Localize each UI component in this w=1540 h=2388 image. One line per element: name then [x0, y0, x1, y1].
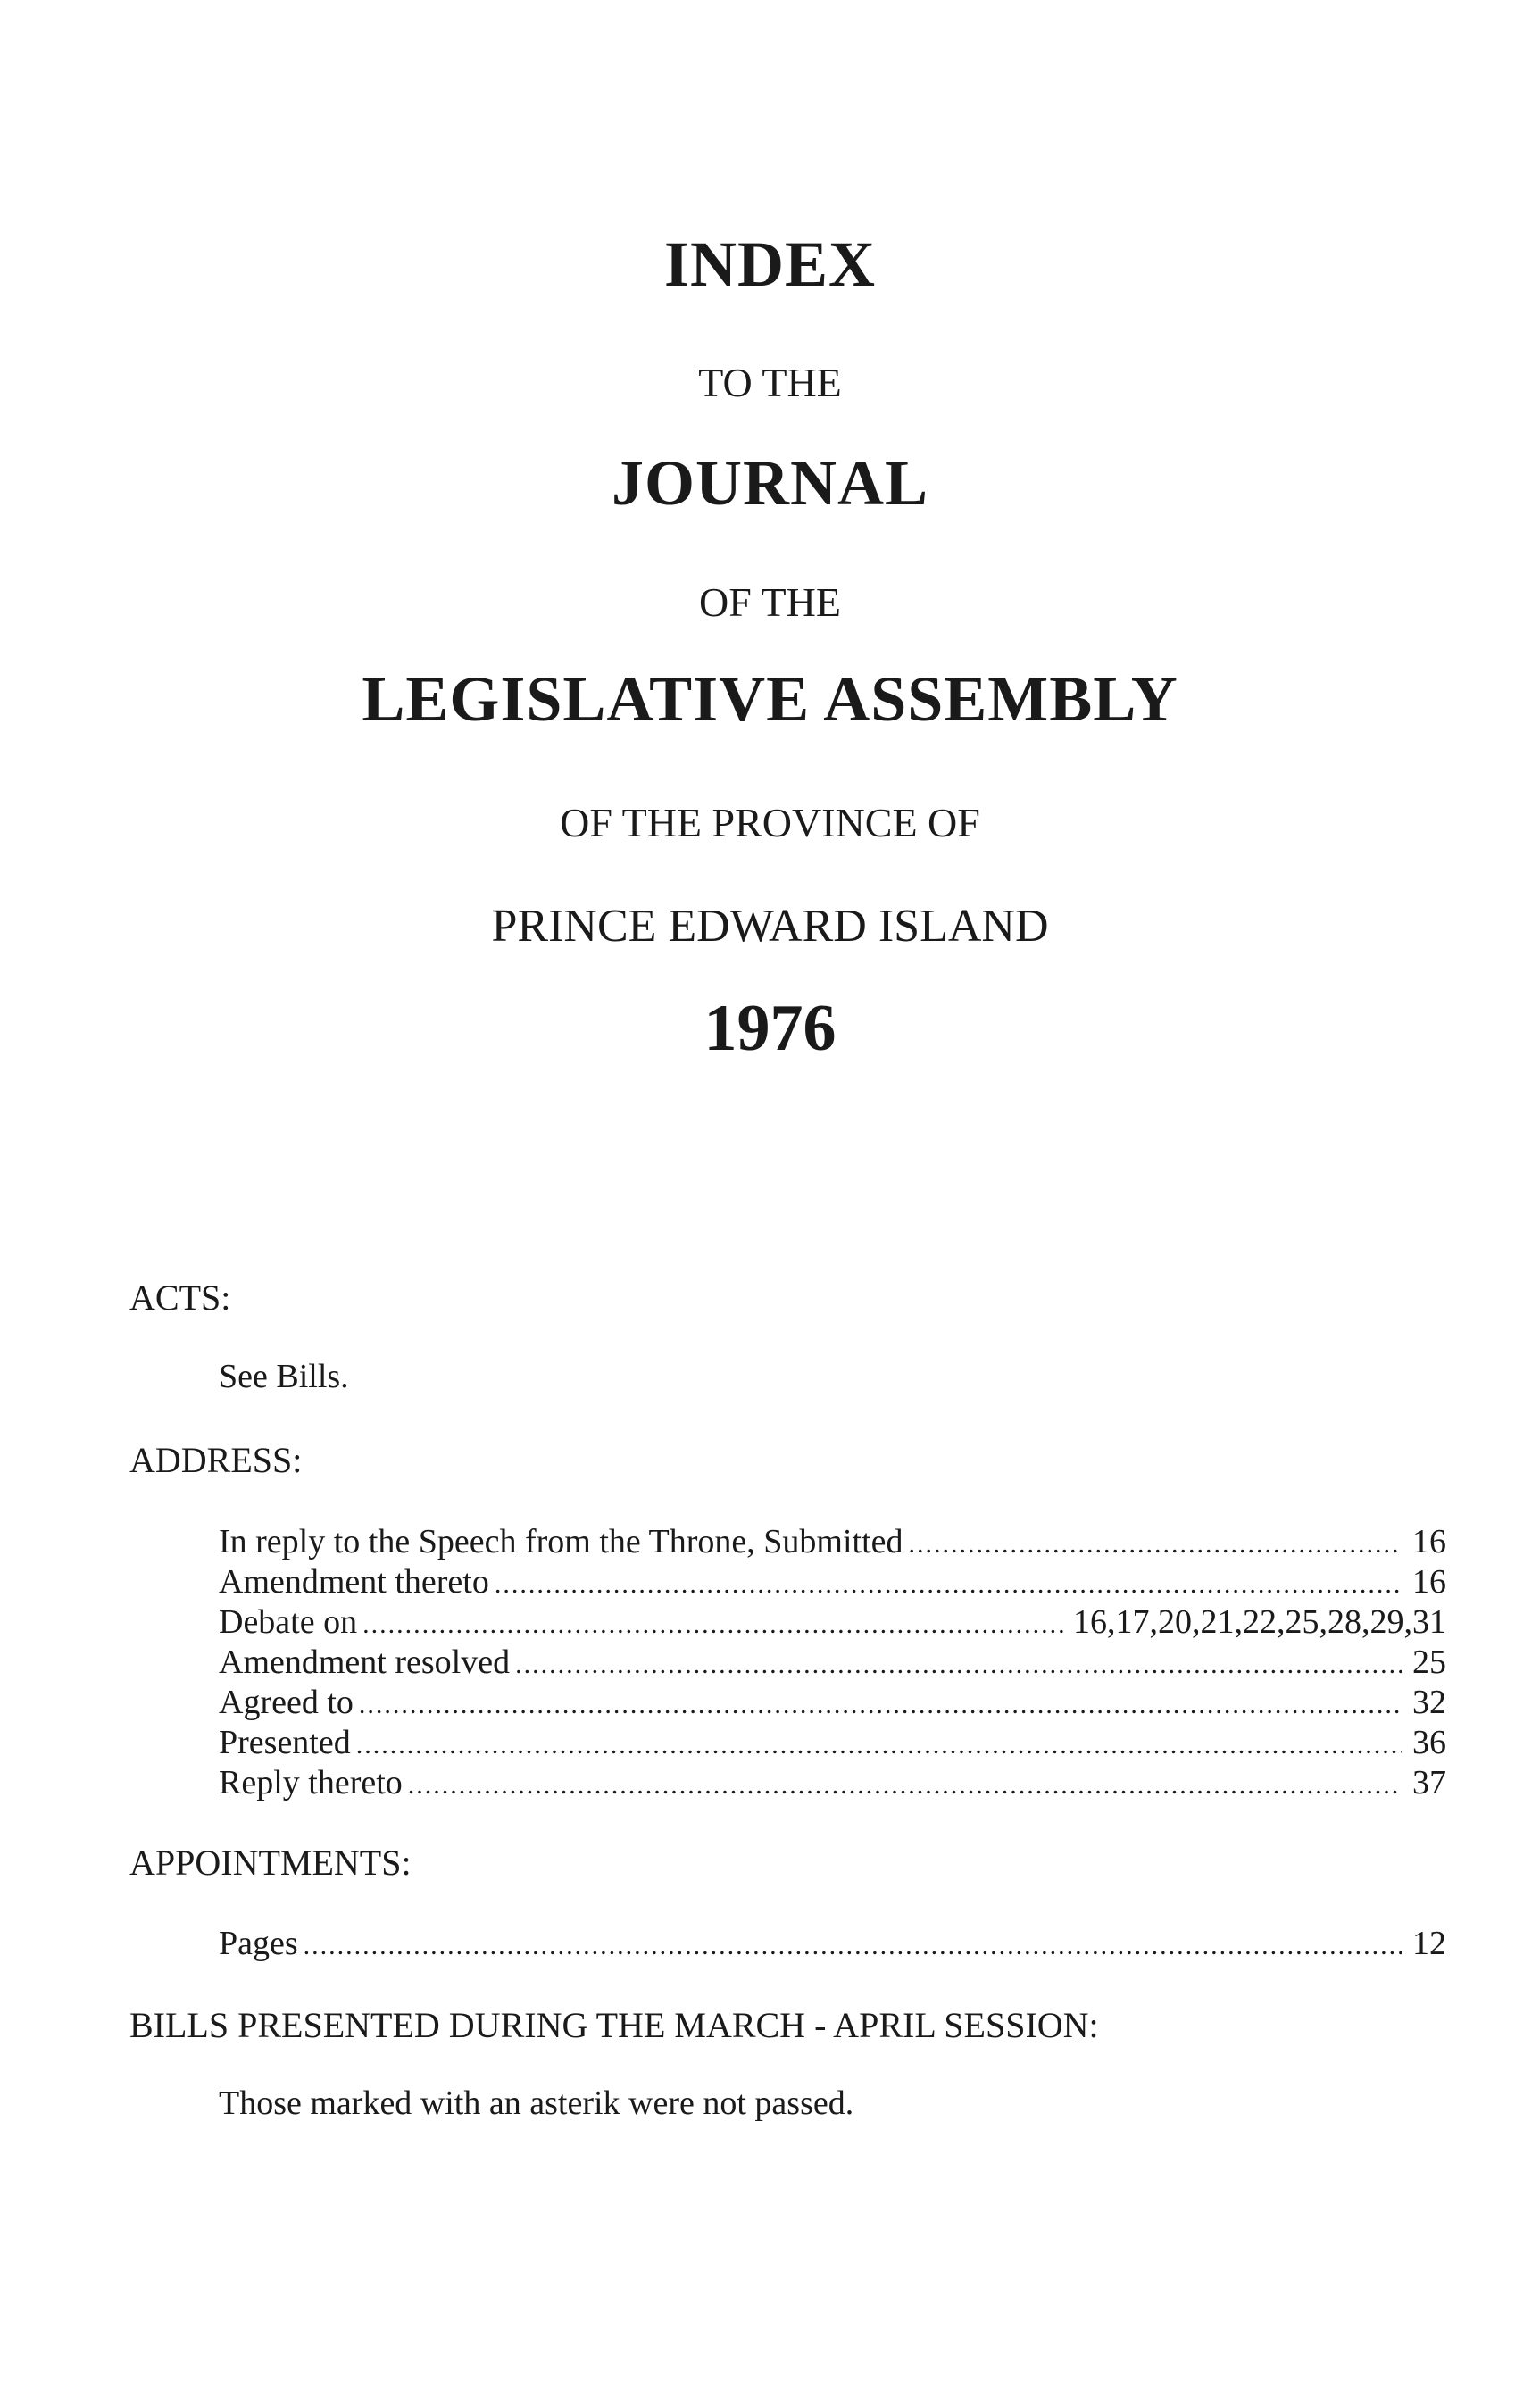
- dot-leader: [362, 1610, 1064, 1640]
- title-year: 1976: [703, 992, 837, 1065]
- index-entry: [219, 1723, 1446, 1763]
- dot-leader: [408, 1770, 1402, 1801]
- entry-pages: 16: [1412, 1523, 1446, 1560]
- title-of-the-province-of: OF THE PROVINCE OF: [560, 800, 980, 845]
- title-index: INDEX: [663, 229, 877, 300]
- index-entry: [219, 1562, 1446, 1602]
- entry-label: Pages: [219, 1925, 298, 1962]
- entry-pages: 25: [1412, 1643, 1446, 1681]
- index-entry: [219, 1643, 1446, 1683]
- entry-label: Debate on: [219, 1603, 358, 1641]
- title-legislative-assembly: LEGISLATIVE ASSEMBLY: [362, 663, 1178, 735]
- entry-pages: 37: [1412, 1764, 1446, 1801]
- acts-note: See Bills.: [219, 1358, 349, 1395]
- index-entry: [219, 1924, 1446, 1964]
- bills-note: Those marked with an asterik were not passed.: [219, 2084, 854, 2122]
- entry-pages: 32: [1412, 1684, 1446, 1721]
- title-of-the: OF THE: [699, 579, 841, 625]
- dot-leader: [495, 1569, 1402, 1600]
- title-to-the: TO THE: [698, 360, 842, 405]
- entry-pages: 12: [1412, 1925, 1446, 1962]
- index-entry: [219, 1763, 1446, 1803]
- entry-pages: 36: [1412, 1724, 1446, 1761]
- appointments-entries: [219, 1924, 1446, 1964]
- index-entry: [219, 1602, 1446, 1643]
- title-journal: JOURNAL: [611, 447, 928, 519]
- entry-label: Agreed to: [219, 1684, 354, 1721]
- entry-label: Presented: [219, 1724, 351, 1761]
- entry-label: Amendment resolved: [219, 1643, 511, 1681]
- address-entries: [219, 1522, 1446, 1803]
- dot-leader: [356, 1730, 1402, 1760]
- acts-heading: ACTS:: [129, 1277, 231, 1318]
- entry-label: Amendment thereto: [219, 1563, 489, 1601]
- dot-leader: [515, 1650, 1402, 1680]
- address-heading: ADDRESS:: [129, 1440, 303, 1480]
- title-prince-edward-island: PRINCE EDWARD ISLAND: [491, 901, 1049, 952]
- entry-pages: 16,17,20,21,22,25,28,29,31: [1073, 1603, 1446, 1641]
- index-entry: [219, 1683, 1446, 1723]
- appointments-heading: APPOINTMENTS:: [129, 1843, 412, 1883]
- index-entry: [219, 1522, 1446, 1562]
- dot-leader: [909, 1529, 1402, 1560]
- entry-label: In reply to the Speech from the Throne, Submitted: [219, 1523, 903, 1560]
- dot-leader: [359, 1690, 1402, 1720]
- entry-label: Reply thereto: [219, 1764, 403, 1801]
- dot-leader: [304, 1931, 1402, 1961]
- bills-heading: BILLS PRESENTED DURING THE MARCH - APRIL SESSION:: [129, 2005, 1099, 2045]
- entry-pages: 16: [1412, 1563, 1446, 1601]
